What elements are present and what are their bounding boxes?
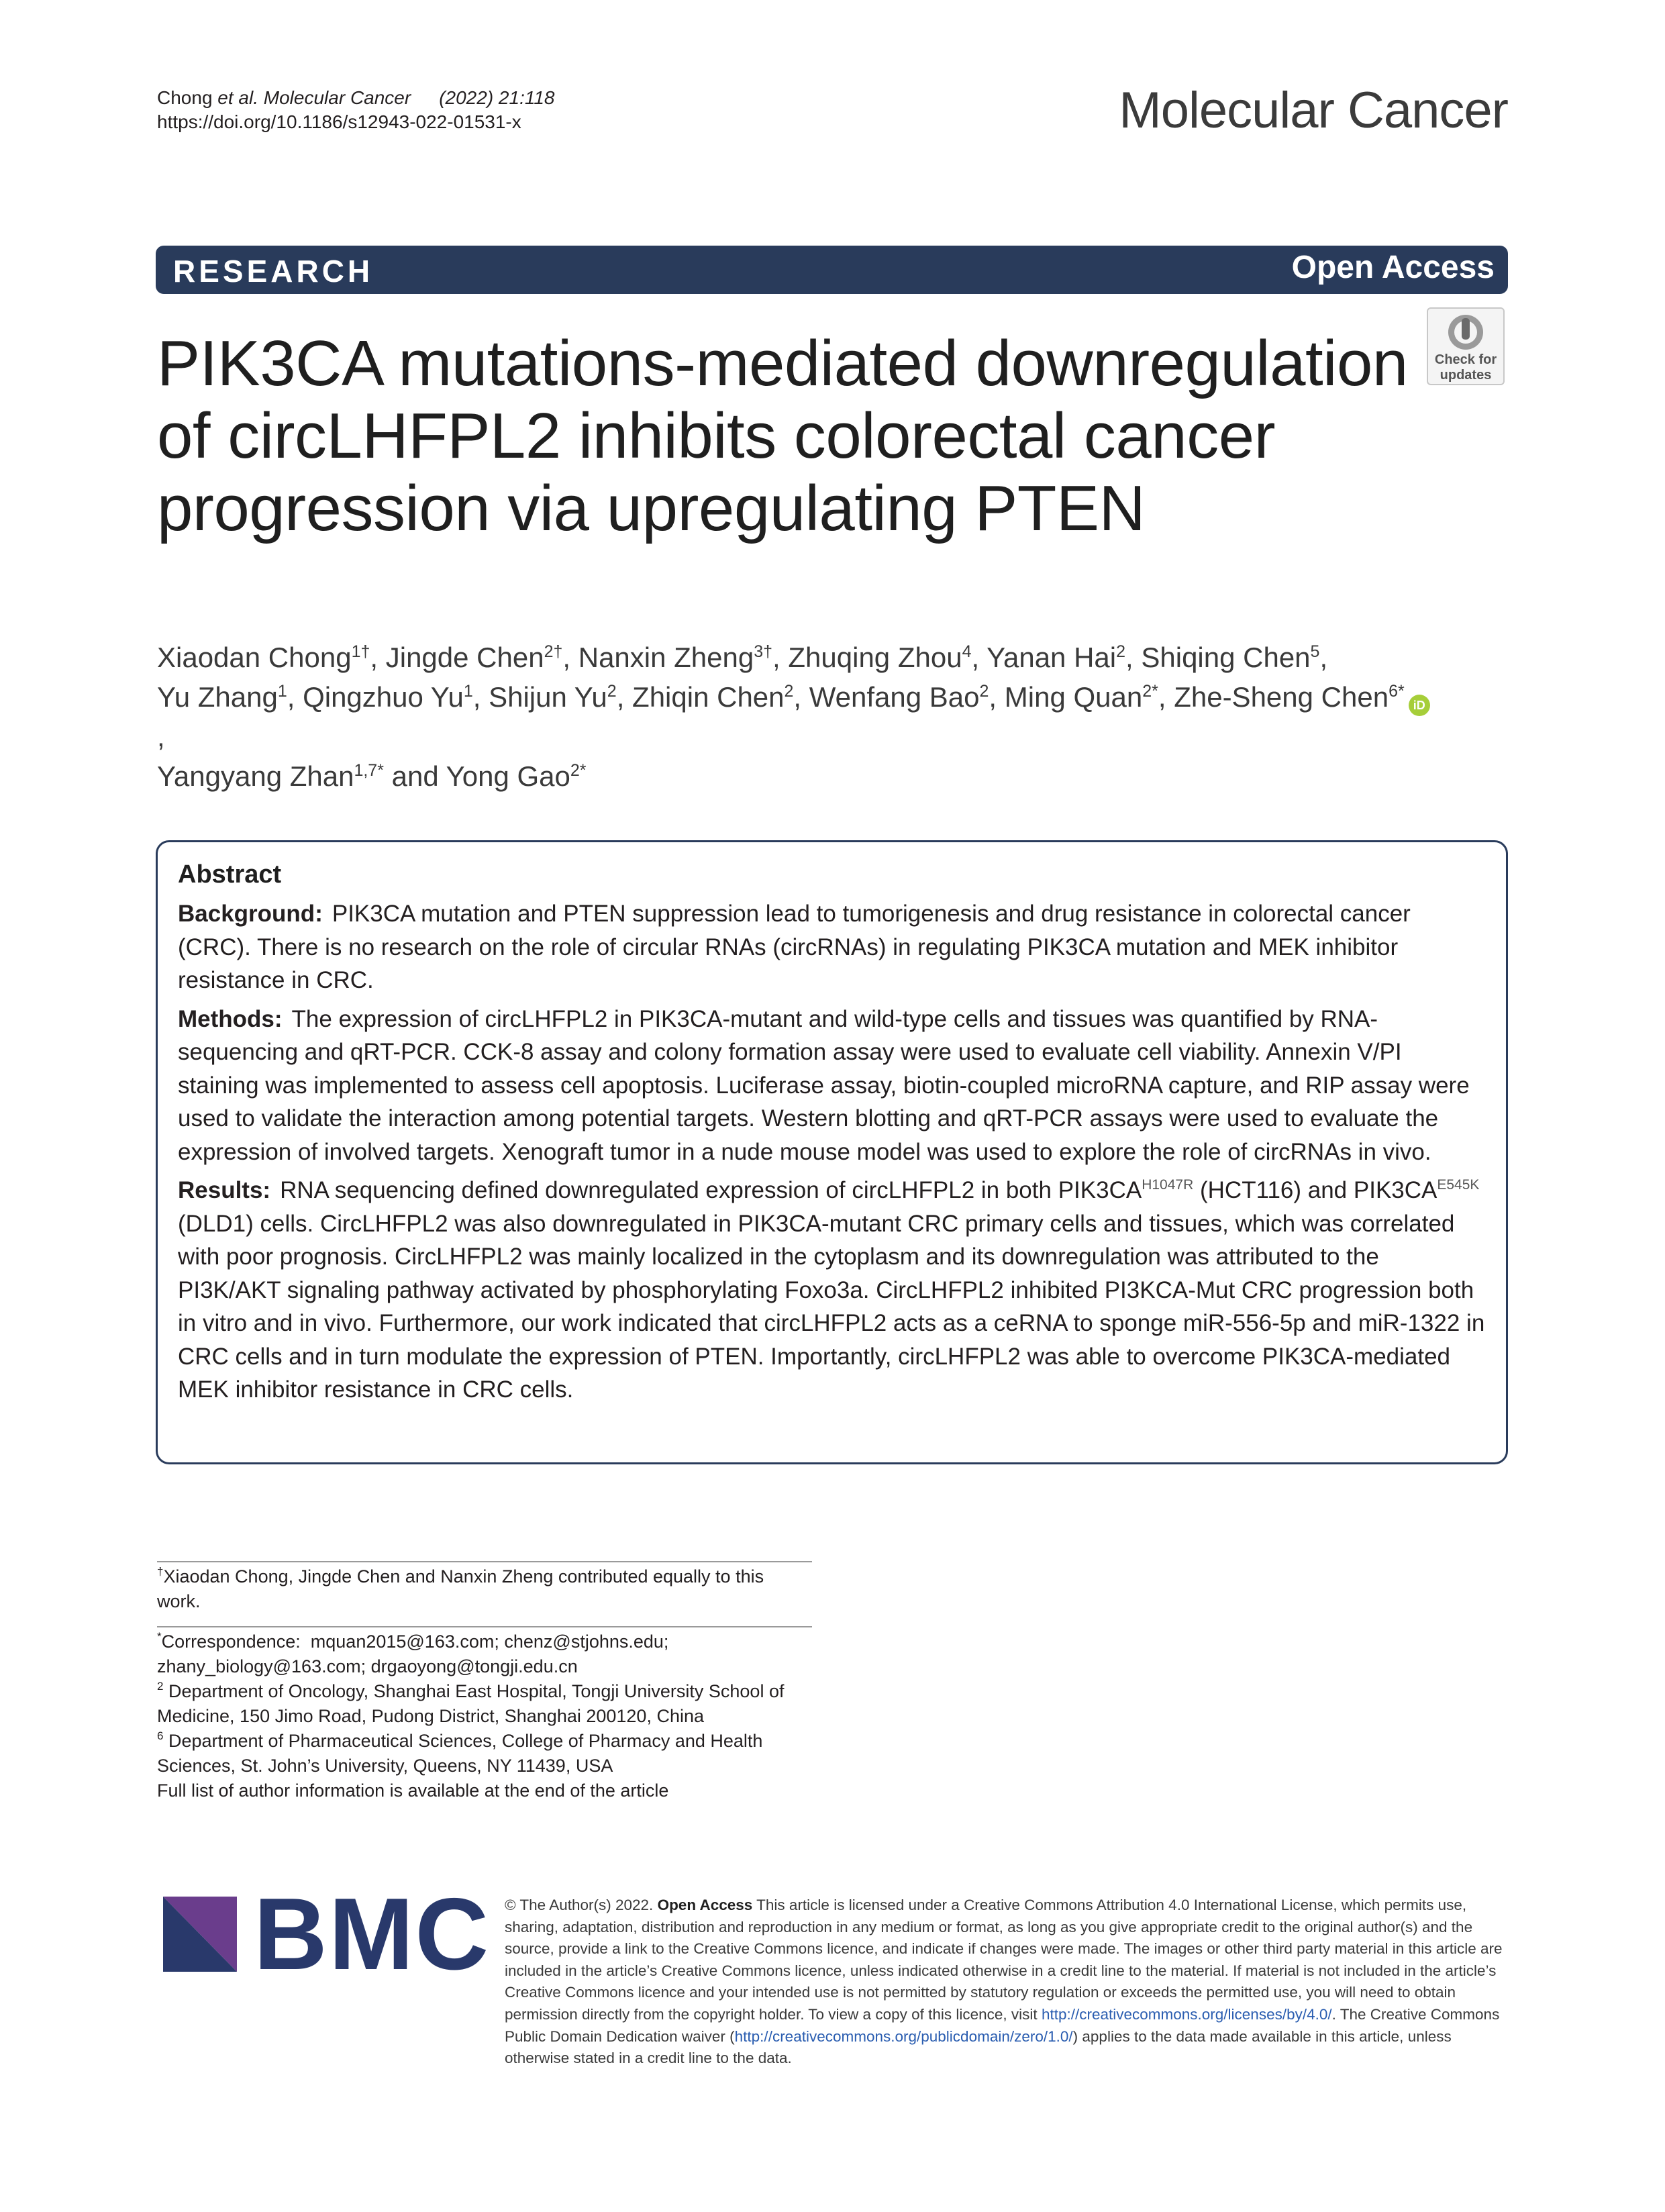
author-entry	[489, 681, 632, 713]
correspondence-emails[interactable]: mquan2015@163.com; chenz@stjohns.edu; zhany_biology@163.com; drgaoyong@tongji.edu.cn	[157, 1631, 669, 1676]
author-separator: ,	[989, 681, 1005, 713]
author-affiliation-mark: 4	[962, 642, 972, 661]
citation-journal: Molecular Cancer	[258, 87, 411, 108]
bmc-logo-mark	[163, 1897, 237, 1972]
correspondence-note	[157, 1629, 812, 1679]
check-updates-line2: updates	[1440, 368, 1492, 383]
author-separator: ,	[1125, 642, 1142, 673]
author-affiliation-mark: 2	[784, 682, 794, 701]
abstract-methods	[178, 1003, 1486, 1169]
check-updates-line1: Check for	[1434, 352, 1497, 367]
author-name: Yong Gao	[446, 760, 570, 792]
affiliation-6-text: Department of Pharmaceutical Sciences, College of Pharmacy and Health Sciences, St. John’s University, Queens, NY 11439, USA	[157, 1731, 763, 1776]
author-separator: ,	[971, 642, 987, 673]
affiliation-2-text: Department of Oncology, Shanghai East Hospital, Tongji University School of Medicine, 150 Jimo Road, Pudong District, Shanghai 200120, China	[157, 1681, 785, 1726]
citation-year: (2022) 21:118	[439, 87, 555, 108]
abstract-heading: Abstract	[178, 860, 282, 889]
check-updates-icon	[1445, 313, 1486, 352]
author-affiliation-mark: 2*	[570, 761, 587, 780]
doi-link[interactable]: https://doi.org/10.1186/s12943-022-01531-x	[157, 111, 521, 132]
author-separator: ,	[562, 642, 578, 673]
author-affiliation-mark: 2	[979, 682, 989, 701]
citation-etal: et al.	[217, 87, 258, 108]
correspondence-mark: *	[157, 1630, 162, 1643]
methods-label: Methods:	[178, 1005, 283, 1032]
author-name: Wenfang Bao	[809, 681, 980, 713]
author-affiliation-mark: 2†	[544, 642, 563, 661]
author-name: Nanxin Zheng	[578, 642, 754, 673]
author-separator: ,	[1158, 681, 1174, 713]
author-affiliation-mark: 1	[277, 682, 287, 701]
author-name: Yanan Hai	[987, 642, 1117, 673]
author-entry	[157, 760, 446, 792]
author-entry	[987, 642, 1141, 673]
citation-authors: Chong	[157, 87, 218, 108]
author-entry	[1005, 681, 1174, 713]
author-entry	[809, 681, 1005, 713]
correspondence-label: Correspondence:	[161, 1631, 301, 1652]
license-text-2: . The Creative Commons Public Domain Dedication waiver (	[505, 2005, 1500, 2045]
author-entry	[386, 642, 578, 673]
methods-text: The expression of circLHFPL2 in PIK3CA-mutant and wild-type cells and tissues was quantified by RNA-sequencing and qRT-PCR. CCK-8 assay and colony formation assay were used to evaluate cell viability. Annexin V/PI staining was implemented to assess cell apoptosis. Luciferase assay, biotin-coupled microRNA capture, and RIP assay were used to validate the interaction among potential targets. Western blotting and qRT-PCR assays were used to evaluate the expression of involved targets. Xenograft tumor in a nude mouse model was used to explore the role of circRNAs in vivo.	[178, 1005, 1470, 1165]
affiliation-6	[157, 1729, 812, 1778]
results-text-mid: (HCT116) and PIK3CA	[1193, 1177, 1437, 1203]
orcid-icon[interactable]: iD	[1409, 695, 1430, 716]
full-author-info-note: Full list of author information is available at the end of the article	[157, 1780, 669, 1801]
abstract-box	[156, 840, 1508, 1464]
equal-contribution-text: Xiaodan Chong, Jingde Chen and Nanxin Zheng contributed equally to this work.	[157, 1566, 764, 1611]
author-name: Zhiqin Chen	[632, 681, 785, 713]
author-separator: ,	[616, 681, 633, 713]
author-separator: ,	[1319, 642, 1328, 673]
author-entry	[446, 760, 587, 792]
author-affiliation-mark: 6*	[1389, 682, 1405, 701]
license-statement	[505, 1895, 1508, 2070]
cc-zero-waiver-link[interactable]: http://creativecommons.org/publicdomain/zero/1.0/	[734, 2027, 1073, 2045]
author-name: Zhuqing Zhou	[788, 642, 962, 673]
affiliation-2	[157, 1679, 812, 1729]
author-name: Shiqing Chen	[1141, 642, 1311, 673]
author-affiliation-mark: 5	[1310, 642, 1320, 661]
author-separator: ,	[472, 681, 489, 713]
author-name: Shijun Yu	[489, 681, 607, 713]
equal-contribution-note	[157, 1564, 812, 1614]
author-separator: ,	[370, 642, 386, 673]
author-name: Yu Zhang	[157, 681, 278, 713]
author-name: Xiaodan Chong	[157, 642, 352, 673]
results-text-pre: RNA sequencing defined downregulated expression of circLHFPL2 in both PIK3CA	[280, 1177, 1142, 1203]
results-mutation-e545k: E545K	[1437, 1177, 1480, 1193]
license-text-3: ) applies to the data made available in this article, unless otherwise stated in a credit line to the data.	[505, 2027, 1452, 2067]
author-affiliation-mark: 1†	[351, 642, 370, 661]
copyright-text: © The Author(s) 2022.	[505, 1897, 654, 1913]
author-name: Jingde Chen	[385, 642, 544, 673]
author-affiliation-mark: 1	[463, 682, 473, 701]
citation-header	[157, 86, 554, 134]
author-name: Yangyang Zhan	[157, 760, 354, 792]
equal-contribution-mark: †	[157, 1565, 164, 1578]
license-text-1: This article is licensed under a Creative Commons Attribution 4.0 International License, which permits use, sharing, adaptation, distribution and reproduction in any medium or format, as long as you give appropriate credit to the original author(s) and the source, provide a link to the Creative Commons licence, and indicate if changes were made. The images or other third party material in this article are included in the article’s Creative Commons licence, unless indicated otherwise in a credit line to the material. If material is not included in the article’s Creative Commons licence and your intended use is not permitted by statutory regulation or exceeds the permitted use, you will need to obtain permission directly from the copyright holder. To view a copy of this licence, visit	[505, 1897, 1503, 2023]
footnote-rule-1	[157, 1561, 812, 1562]
open-access-label: Open Access	[1291, 250, 1495, 285]
author-entry	[1141, 642, 1327, 673]
affiliation-2-mark: 2	[157, 1680, 164, 1693]
results-text-post: (DLD1) cells. CircLHFPL2 was also downregulated in PIK3CA-mutant CRC primary cells and tissues, which was correlated with poor prognosis. CircLHFPL2 was mainly localized in the cytoplasm and its downregulation was attributed to the PI3K/AKT signaling pathway activated by phosphorylating Foxo3a. CircLHFPL2 inhibited PI3KCA-Mut CRC progression both in vitro and in vivo. Furthermore, our work indicated that circLHFPL2 acts as a ceRNA to sponge miR-556-5p and miR-1322 in CRC cells and in turn modulate the expression of PTEN. Importantly, circLHFPL2 was able to overcome PIK3CA-mediated MEK inhibitor resistance in CRC cells.	[178, 1210, 1485, 1403]
author-entry	[157, 681, 303, 713]
check-for-updates-badge[interactable]	[1427, 307, 1505, 385]
author-entry	[303, 681, 489, 713]
citation-line	[157, 86, 554, 110]
background-text: PIK3CA mutation and PTEN suppression lead to tumorigenesis and drug resistance in colorectal cancer (CRC). There is no research on the role of circular RNAs (circRNAs) in regulating PIK3CA mutation and MEK inhibitor resistance in CRC.	[178, 901, 1411, 993]
author-separator: ,	[772, 642, 789, 673]
background-label: Background:	[178, 901, 323, 927]
affiliation-6-mark: 6	[157, 1729, 164, 1742]
author-entry	[788, 642, 987, 673]
author-name: Zhe-Sheng Chen	[1174, 681, 1389, 713]
author-separator: ,	[793, 681, 809, 713]
author-name: Ming Quan	[1004, 681, 1143, 713]
correspondence-block	[157, 1629, 812, 1803]
article-title: PIK3CA mutations-mediated downregulation of circLHFPL2 inhibits colorectal cancer progression via upregulating PTEN	[157, 328, 1408, 544]
abstract-background	[178, 897, 1486, 997]
author-affiliation-mark: 2	[1116, 642, 1126, 661]
footnote-rule-2	[157, 1626, 812, 1627]
author-separator: and	[383, 760, 446, 792]
results-mutation-h1047r: H1047R	[1142, 1177, 1194, 1193]
author-separator: ,	[157, 721, 165, 752]
license-open-access-label: Open Access	[657, 1897, 753, 1913]
abstract-results	[178, 1174, 1486, 1407]
author-entry	[632, 681, 809, 713]
article-type-banner	[156, 246, 1508, 294]
bmc-logo-wordmark: BMC	[254, 1877, 491, 1991]
article-type-label: RESEARCH	[173, 254, 374, 289]
author-affiliation-mark: 1,7*	[354, 761, 384, 780]
author-affiliation-mark: 2	[607, 682, 617, 701]
author-list	[157, 638, 1432, 796]
journal-name: Molecular Cancer	[1119, 82, 1508, 139]
author-affiliation-mark: 2*	[1142, 682, 1158, 701]
author-entry	[157, 642, 386, 673]
author-affiliation-mark: 3†	[754, 642, 773, 661]
author-entry	[578, 642, 789, 673]
author-separator: ,	[287, 681, 303, 713]
results-label: Results:	[178, 1177, 271, 1203]
cc-by-license-link[interactable]: http://creativecommons.org/licenses/by/4.0/	[1041, 2005, 1332, 2023]
author-name: Qingzhuo Yu	[303, 681, 464, 713]
